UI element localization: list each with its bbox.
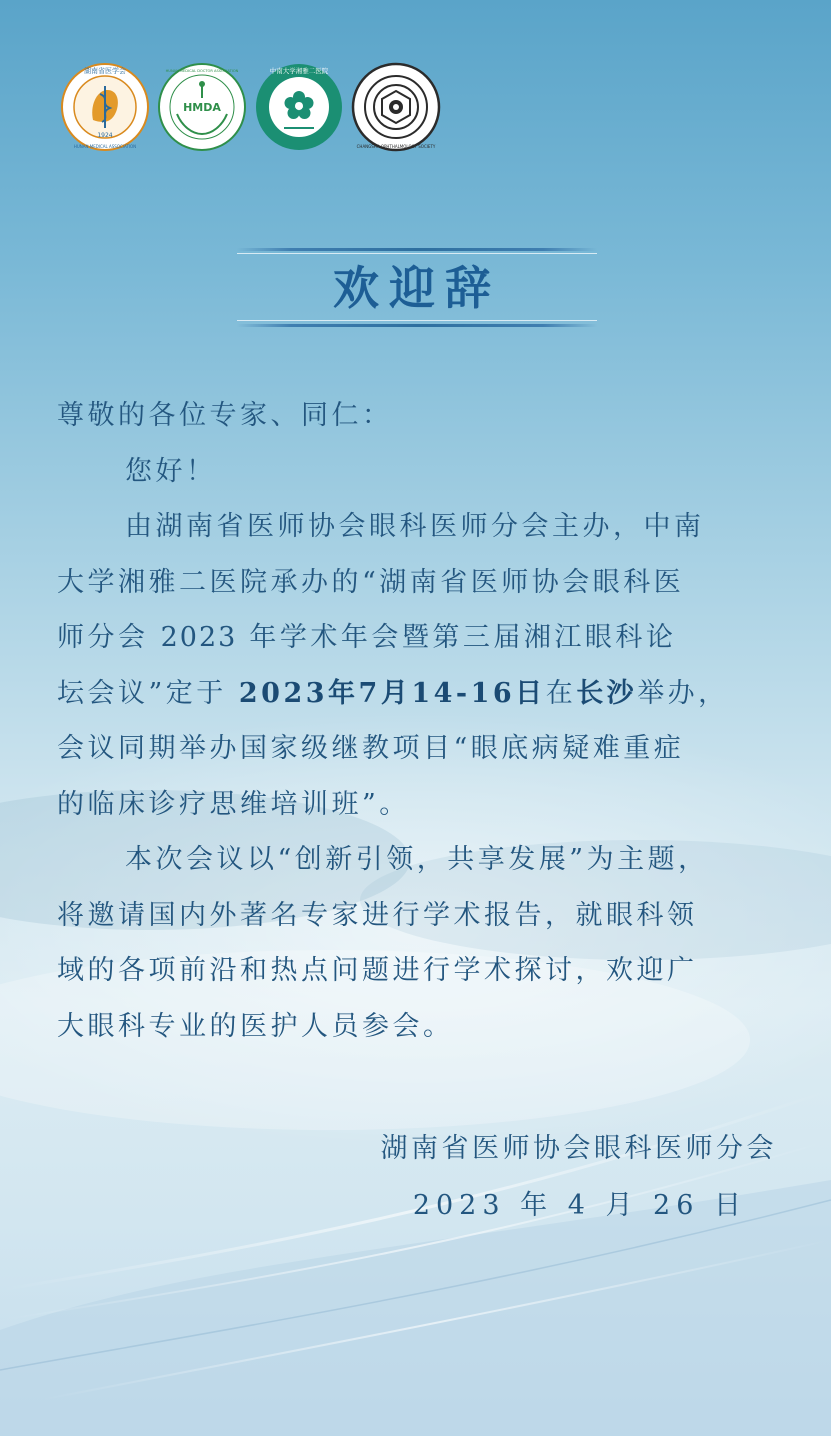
line-3-pre: 师分会	[57, 622, 161, 653]
paragraph-1-line-6: 的临床诊疗思维培训班”。	[57, 788, 410, 820]
hma-ring-text: 湖南省医学会	[84, 67, 126, 75]
hmda-text: HMDA	[183, 101, 221, 114]
title-rule-thin-bottom	[237, 320, 597, 321]
salutation: 尊敬的各位专家、同仁：	[57, 400, 393, 431]
paragraph-2-line-3: 域的各项前沿和热点问题进行学术探讨，欢迎广	[57, 955, 698, 986]
paragraph-2-line-4: 大眼科专业的医护人员参会。	[57, 1010, 454, 1042]
hmda-logo	[157, 62, 247, 152]
line-4-pre: 坛会议”定于	[57, 677, 239, 709]
paragraph-1-line-2: 大学湘雅二医院承办的“湖南省医师协会眼科医	[57, 566, 685, 598]
meeting-date: 2023年7月14-16日	[238, 677, 546, 709]
paragraph-1-line-1: 由湖南省医师协会眼科医师分会主办，中南	[125, 511, 705, 542]
hma-year-text: 1924	[97, 132, 113, 139]
paragraph-2-line-2: 将邀请国内外著名专家进行学术报告，就眼科领	[57, 899, 698, 931]
signature-date: 2023 年 4 月 26 日	[412, 1190, 747, 1221]
greeting: 您好！	[125, 455, 217, 487]
paragraph-1-line-3	[57, 610, 797, 666]
ophthalmology-latin-text: CHANGSHA OPHTHALMOLOGY SOCIETY	[356, 144, 436, 149]
line-4-mid: 在	[545, 677, 577, 709]
title-rule-bottom	[237, 324, 597, 327]
paragraph-1-line-5: 会议同期举办国家级继教项目“眼底病疑难重症	[57, 733, 685, 764]
signature-org: 湖南省医师协会眼科医师分会	[380, 1133, 777, 1164]
meeting-city: 长沙	[576, 677, 638, 709]
line-4-post: 举办，	[637, 677, 729, 709]
page-title: 欢迎辞	[333, 261, 501, 315]
paragraph-1-line-4	[57, 666, 797, 722]
xiangya-ring-text: 中南大学湘雅二医院	[269, 67, 329, 75]
letter-body	[57, 388, 797, 1054]
line-3-year: 2023	[160, 622, 238, 653]
ophthalmology-society-logo	[351, 62, 441, 152]
signature-block	[381, 1120, 778, 1234]
xiangya-second-hospital-logo	[254, 62, 344, 152]
hma-latin-text: HUNAN MEDICAL ASSOCIATION	[73, 144, 137, 149]
line-3-post: 年学术年会暨第三届湘江眼科论	[237, 622, 677, 653]
title-rule-thin-top	[237, 253, 597, 254]
title-band	[237, 246, 597, 332]
hunan-medical-association-logo	[60, 62, 150, 152]
paragraph-2-line-1: 本次会议以“创新引领，共享发展”为主题，	[125, 844, 709, 875]
title-rule-top	[237, 248, 597, 251]
hmda-latin-text: HUNAN MEDICAL DOCTOR ASSOCIATION	[165, 69, 239, 73]
